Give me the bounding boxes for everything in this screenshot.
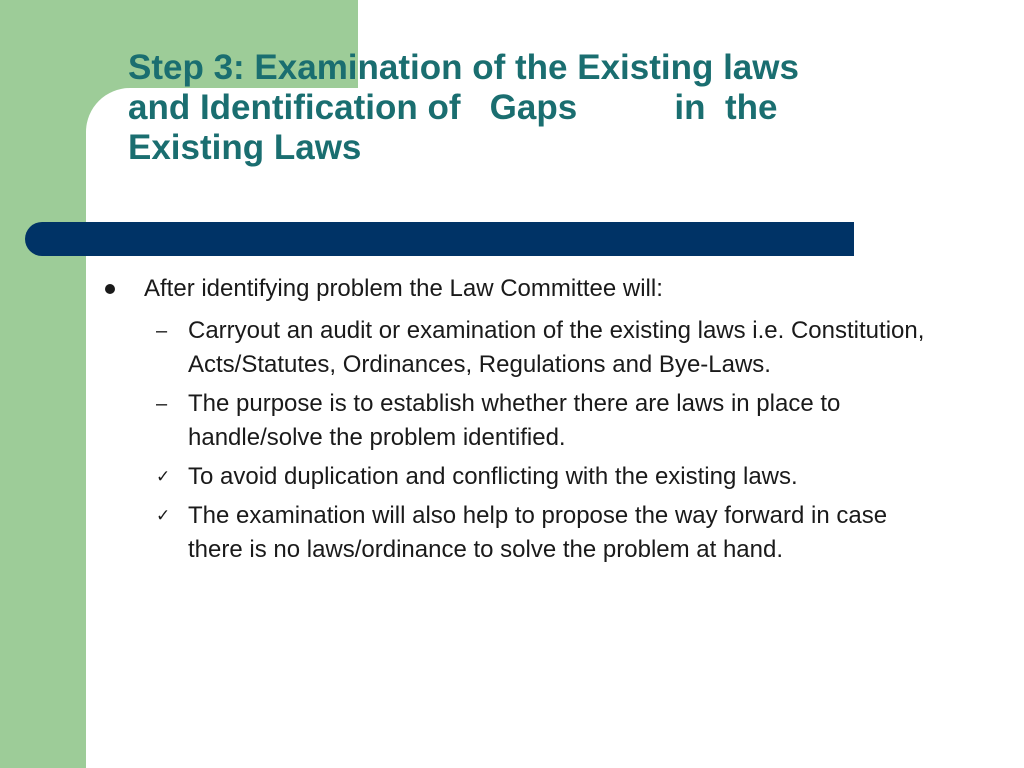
sub-bullet-1 — [100, 314, 928, 382]
main-bullet — [100, 272, 960, 306]
dash-icon: – — [156, 393, 168, 415]
sub-bullet-2 — [100, 387, 928, 455]
sub-bullet-text: To avoid duplication and conflicting with the existing laws. — [188, 463, 798, 490]
sub-bullet-text: Carryout an audit or examination of the existing laws i.e. Constitution, Acts/Statutes, Ordinances, Regulations and Bye-Laws. — [188, 317, 925, 378]
checkmark-icon: ✓ — [156, 467, 171, 486]
sub-bullet-text: The purpose is to establish whether there are laws in place to handle/solve the problem identified. — [188, 390, 841, 451]
slide-title — [128, 48, 928, 168]
sub-bullet-text: The examination will also help to propose the way forward in case there is no laws/ordinance to solve the problem at hand. — [188, 502, 888, 563]
bullet-dot-icon — [105, 284, 115, 294]
sub-bullet-4 — [100, 499, 928, 567]
title-line-1: Step 3: Examination of the Existing laws — [128, 48, 799, 87]
main-bullet-text: After identifying problem the Law Committee will: — [144, 275, 663, 302]
slide-body — [100, 272, 960, 572]
title-line-2: and Identification of Gaps in the — [128, 88, 778, 127]
title-line-3: Existing Laws — [128, 128, 362, 167]
title-divider-bar — [25, 222, 854, 256]
checkmark-icon: ✓ — [156, 506, 171, 525]
sub-bullet-3 — [100, 460, 928, 494]
dash-icon: – — [156, 320, 168, 342]
